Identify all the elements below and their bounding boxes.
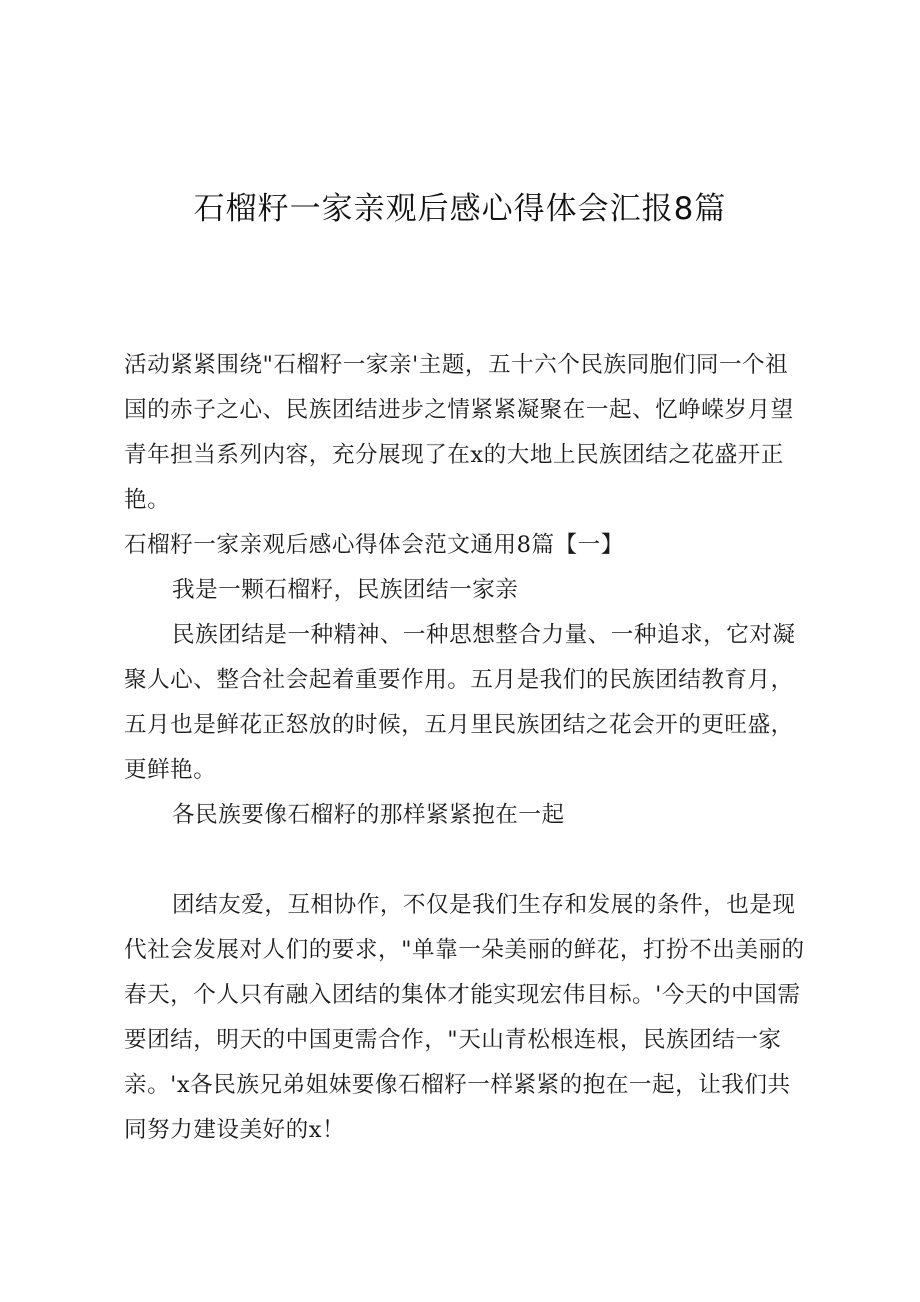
- body-paragraph-1: 民族团结是一种精神、一种思想整合力量、一种追求，它对凝聚人心、整合社会起着重要作用。五月是我们的民族团结教育月，五月也是鲜花正怒放的时候，五月里民族团结之花会开的更旺盛，更鲜艳。: [124, 622, 796, 783]
- section-heading: 石榴籽一家亲观后感心得体会范文通用8篇【一】: [124, 532, 624, 558]
- subheading-1: 我是一颗石榴籽，民族团结一家亲: [172, 577, 519, 603]
- subheading-2: 各民族要像石榴籽的那样紧紧抱在一起: [172, 802, 565, 828]
- document-title: 石榴籽一家亲观后感心得体会汇报8篇: [193, 191, 727, 227]
- body-paragraph-2: 团结友爱，互相协作，不仅是我们生存和发展的条件，也是现代社会发展对人们的要求，"单靠一朵美丽的鲜花，打扮不出美丽的春天，个人只有融入团结的集体才能实现宏伟目标。'今天的中国需要团结，明天的中国更需合作，"天山青松根连根，民族团结一家亲。'x各民族兄弟姐妹要像石榴籽一样紧紧的抱在一起，让我们共同努力建设美好的x！: [124, 892, 805, 1143]
- intro-paragraph: 活动紧紧围绕"石榴籽一家亲'主题，五十六个民族同胞们同一个祖国的赤子之心、民族团结进步之情紧紧凝聚在一起、忆峥嵘岁月望青年担当系列内容，充分展现了在x的大地上民族团结之花盛开正艳。: [124, 352, 794, 513]
